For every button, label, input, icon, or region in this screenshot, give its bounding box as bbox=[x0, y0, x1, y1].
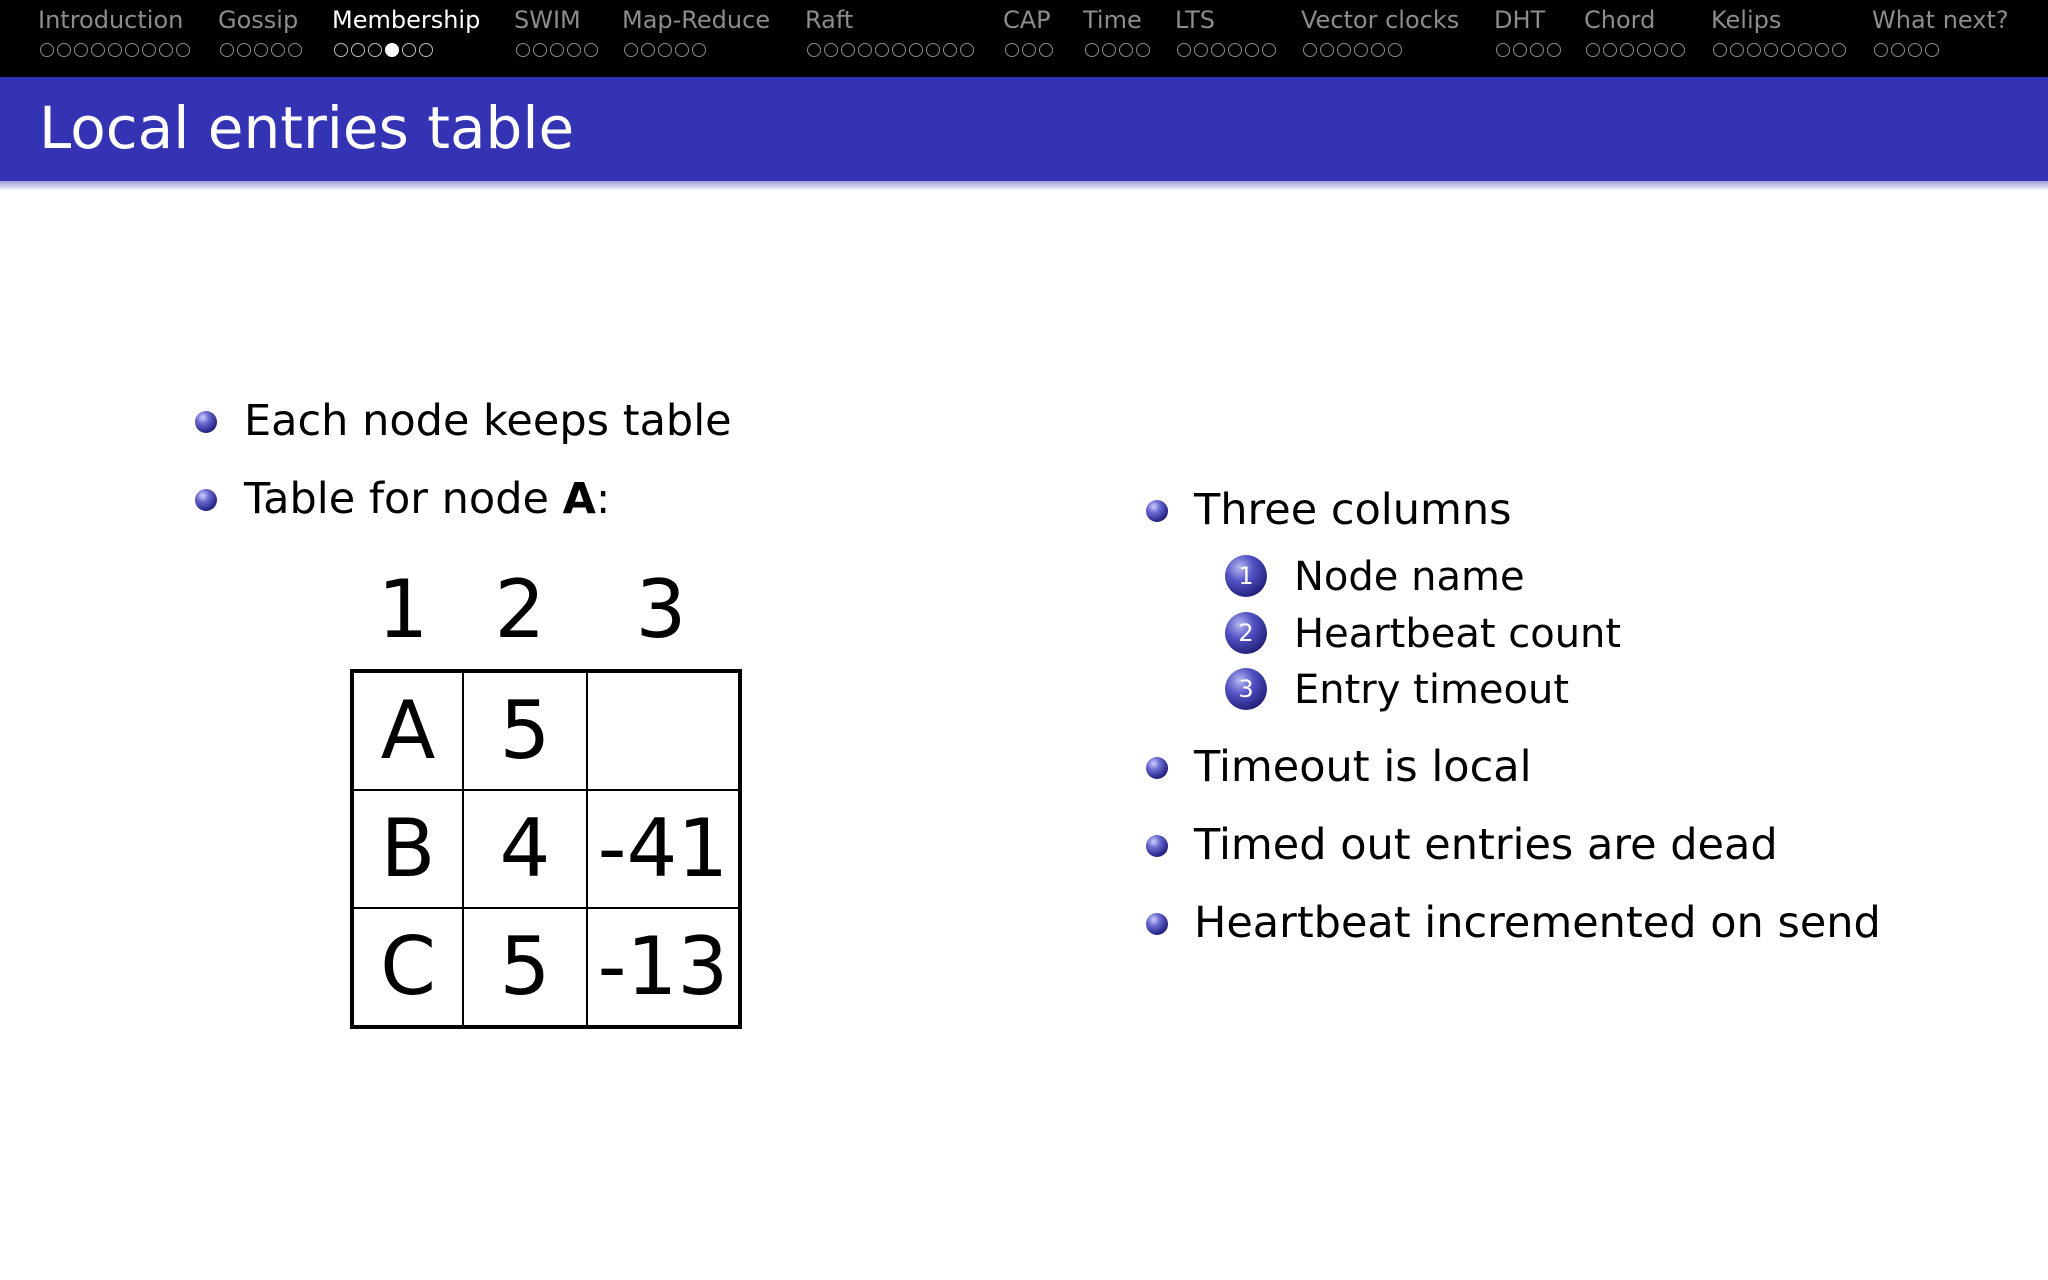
slide-dot[interactable] bbox=[624, 43, 638, 57]
slide-dot[interactable] bbox=[1547, 43, 1561, 57]
nav-progress-dots[interactable] bbox=[807, 43, 977, 57]
slide-dot[interactable] bbox=[1671, 43, 1685, 57]
local-entries-table bbox=[350, 669, 742, 1029]
slide-dot[interactable] bbox=[334, 43, 348, 57]
nav-progress-dots[interactable] bbox=[334, 43, 436, 57]
slide-dot[interactable] bbox=[402, 43, 416, 57]
nav-progress-dots[interactable] bbox=[1177, 43, 1279, 57]
slide-dot[interactable] bbox=[1637, 43, 1651, 57]
slide-dot[interactable] bbox=[40, 43, 54, 57]
slide-dot[interactable] bbox=[943, 43, 957, 57]
nav-section-label[interactable]: What next? bbox=[1872, 6, 2009, 34]
slide-dot[interactable] bbox=[1262, 43, 1276, 57]
table-row bbox=[352, 671, 740, 790]
slide-dot[interactable] bbox=[1177, 43, 1191, 57]
bullet-ball-icon bbox=[1146, 757, 1168, 779]
nav-progress-dots[interactable] bbox=[1713, 43, 1849, 57]
nav-section-label[interactable]: Time bbox=[1083, 6, 1142, 34]
table-cell-timeout: -13 bbox=[587, 908, 740, 1027]
bullet-ball-icon bbox=[1146, 500, 1168, 522]
nav-section-label[interactable]: DHT bbox=[1494, 6, 1546, 34]
slide-dot[interactable] bbox=[675, 43, 689, 57]
slide-dot[interactable] bbox=[824, 43, 838, 57]
slide-dot[interactable] bbox=[1713, 43, 1727, 57]
table-cell-timeout: -41 bbox=[587, 790, 740, 908]
slide-dot[interactable] bbox=[271, 43, 285, 57]
slide-dot[interactable] bbox=[1005, 43, 1019, 57]
title-bar-shadow bbox=[0, 181, 2048, 191]
slide-dot[interactable] bbox=[1337, 43, 1351, 57]
section-navigation-bar bbox=[0, 0, 2048, 77]
sub-item-heartbeat-count: Heartbeat count bbox=[1294, 611, 1622, 657]
bullet-each-node-keeps-table: Each node keeps table bbox=[244, 396, 732, 446]
slide-dot[interactable] bbox=[1228, 43, 1242, 57]
nav-progress-dots[interactable] bbox=[220, 43, 305, 57]
nav-progress-dots[interactable] bbox=[1874, 43, 1942, 57]
slide-dot[interactable] bbox=[125, 43, 139, 57]
slide-dot[interactable] bbox=[91, 43, 105, 57]
slide-dot[interactable] bbox=[254, 43, 268, 57]
slide-dot[interactable] bbox=[419, 43, 433, 57]
slide-dot[interactable] bbox=[176, 43, 190, 57]
slide-dot[interactable] bbox=[1354, 43, 1368, 57]
numbered-ball-icon: 3 bbox=[1225, 668, 1267, 710]
node-name-bold: A bbox=[562, 474, 596, 524]
slide-dot[interactable] bbox=[858, 43, 872, 57]
slide-dot[interactable] bbox=[1371, 43, 1385, 57]
slide-dot[interactable] bbox=[1320, 43, 1334, 57]
slide-dot[interactable] bbox=[1891, 43, 1905, 57]
numbered-ball-icon: 1 bbox=[1225, 555, 1267, 597]
slide-dot[interactable] bbox=[108, 43, 122, 57]
nav-progress-dots[interactable] bbox=[1496, 43, 1564, 57]
table-cell-node-name: A bbox=[352, 671, 463, 790]
nav-section-label[interactable]: Map-Reduce bbox=[622, 6, 771, 34]
slide-title: Local entries table bbox=[39, 94, 575, 162]
slide-dot[interactable] bbox=[1496, 43, 1510, 57]
slide-dot[interactable] bbox=[1022, 43, 1036, 57]
slide-dot[interactable] bbox=[960, 43, 974, 57]
slide-dot[interactable] bbox=[1388, 43, 1402, 57]
bullet-timeout-is-local: Timeout is local bbox=[1194, 742, 1532, 792]
slide-dot[interactable] bbox=[584, 43, 598, 57]
nav-progress-dots[interactable] bbox=[1586, 43, 1688, 57]
nav-section-label[interactable]: Raft bbox=[805, 6, 854, 34]
slide-dot[interactable] bbox=[159, 43, 173, 57]
nav-progress-dots[interactable] bbox=[1085, 43, 1153, 57]
slide-dot[interactable] bbox=[1603, 43, 1617, 57]
slide-dot[interactable] bbox=[692, 43, 706, 57]
slide-dot[interactable] bbox=[892, 43, 906, 57]
slide-dot[interactable] bbox=[351, 43, 365, 57]
slide-dot[interactable] bbox=[1513, 43, 1527, 57]
nav-progress-dots[interactable] bbox=[1303, 43, 1405, 57]
sub-item-entry-timeout: Entry timeout bbox=[1294, 667, 1570, 713]
nav-section-label[interactable]: Vector clocks bbox=[1301, 6, 1460, 34]
bullet-ball-icon bbox=[1146, 835, 1168, 857]
slide-dot[interactable] bbox=[1798, 43, 1812, 57]
slide-dot[interactable] bbox=[1194, 43, 1208, 57]
nav-section-label[interactable]: Chord bbox=[1584, 6, 1656, 34]
slide-dot[interactable] bbox=[1654, 43, 1668, 57]
slide-dot[interactable] bbox=[237, 43, 251, 57]
slide-dot[interactable] bbox=[658, 43, 672, 57]
numbered-ball-icon: 2 bbox=[1225, 612, 1267, 654]
slide-dot[interactable] bbox=[74, 43, 88, 57]
table-row bbox=[352, 908, 740, 1027]
bullet-ball-icon bbox=[1146, 913, 1168, 935]
slide-dot[interactable] bbox=[1136, 43, 1150, 57]
slide-dot[interactable] bbox=[1781, 43, 1795, 57]
nav-progress-dots[interactable] bbox=[624, 43, 709, 57]
table-cell-timeout bbox=[587, 671, 740, 790]
slide-dot[interactable] bbox=[909, 43, 923, 57]
slide-dot[interactable] bbox=[142, 43, 156, 57]
slide-dot[interactable] bbox=[1730, 43, 1744, 57]
slide-dot[interactable] bbox=[841, 43, 855, 57]
bullet-three-columns: Three columns bbox=[1194, 485, 1512, 535]
slide-dot[interactable] bbox=[926, 43, 940, 57]
slide-dot[interactable] bbox=[288, 43, 302, 57]
sub-item-node-name: Node name bbox=[1294, 554, 1525, 600]
slide-dot[interactable] bbox=[1747, 43, 1761, 57]
slide-dot[interactable] bbox=[1119, 43, 1133, 57]
slide-dot[interactable] bbox=[1815, 43, 1829, 57]
nav-section-label[interactable]: Gossip bbox=[218, 6, 299, 34]
slide-dot[interactable] bbox=[1102, 43, 1116, 57]
slide-dot[interactable] bbox=[550, 43, 564, 57]
slide-dot[interactable] bbox=[1039, 43, 1053, 57]
nav-section-label[interactable]: Kelips bbox=[1711, 6, 1782, 34]
bullet-heartbeat-incremented: Heartbeat incremented on send bbox=[1194, 898, 1881, 948]
slide-dot[interactable] bbox=[1245, 43, 1259, 57]
table-column-header: 1 bbox=[377, 563, 429, 656]
slide-dot[interactable] bbox=[1925, 43, 1939, 57]
nav-progress-dots[interactable] bbox=[40, 43, 193, 57]
current-slide-dot[interactable] bbox=[385, 43, 399, 57]
slide-dot[interactable] bbox=[368, 43, 382, 57]
table-cell-node-name: C bbox=[352, 908, 463, 1027]
nav-section-label[interactable]: Membership bbox=[332, 6, 481, 34]
nav-progress-dots[interactable] bbox=[1005, 43, 1056, 57]
nav-progress-dots[interactable] bbox=[516, 43, 601, 57]
bullet-ball-icon bbox=[195, 411, 217, 433]
slide-dot[interactable] bbox=[875, 43, 889, 57]
slide-dot[interactable] bbox=[567, 43, 581, 57]
slide-title-bar bbox=[0, 77, 2048, 181]
nav-section-label[interactable]: CAP bbox=[1003, 6, 1051, 34]
slide-dot[interactable] bbox=[1874, 43, 1888, 57]
slide-dot[interactable] bbox=[1211, 43, 1225, 57]
bullet-timed-out-entries: Timed out entries are dead bbox=[1194, 820, 1778, 870]
slide-dot[interactable] bbox=[641, 43, 655, 57]
bullet-ball-icon bbox=[195, 489, 217, 511]
nav-section-label[interactable]: Introduction bbox=[38, 6, 184, 34]
table-cell-heartbeat: 4 bbox=[463, 790, 587, 908]
slide-dot[interactable] bbox=[1832, 43, 1846, 57]
table-cell-heartbeat: 5 bbox=[463, 671, 587, 790]
bullet-text-prefix: Table for node bbox=[244, 474, 563, 524]
slide-dot[interactable] bbox=[1764, 43, 1778, 57]
slide-dot[interactable] bbox=[1908, 43, 1922, 57]
table-column-header: 3 bbox=[635, 563, 687, 656]
slide-dot[interactable] bbox=[1303, 43, 1317, 57]
slide-dot[interactable] bbox=[1085, 43, 1099, 57]
slide-dot[interactable] bbox=[807, 43, 821, 57]
nav-section-label[interactable]: SWIM bbox=[514, 6, 581, 34]
table-cell-heartbeat: 5 bbox=[463, 908, 587, 1027]
nav-section-label[interactable]: LTS bbox=[1175, 6, 1215, 34]
slide-dot[interactable] bbox=[57, 43, 71, 57]
slide-dot[interactable] bbox=[1620, 43, 1634, 57]
slide-dot[interactable] bbox=[516, 43, 530, 57]
bullet-text-suffix: : bbox=[595, 474, 611, 524]
table-cell-node-name: B bbox=[352, 790, 463, 908]
bullet-table-for-node bbox=[244, 474, 611, 524]
table-column-header: 2 bbox=[494, 563, 546, 656]
slide-dot[interactable] bbox=[533, 43, 547, 57]
slide-dot[interactable] bbox=[1530, 43, 1544, 57]
table-row bbox=[352, 790, 740, 908]
slide-dot[interactable] bbox=[220, 43, 234, 57]
slide-dot[interactable] bbox=[1586, 43, 1600, 57]
